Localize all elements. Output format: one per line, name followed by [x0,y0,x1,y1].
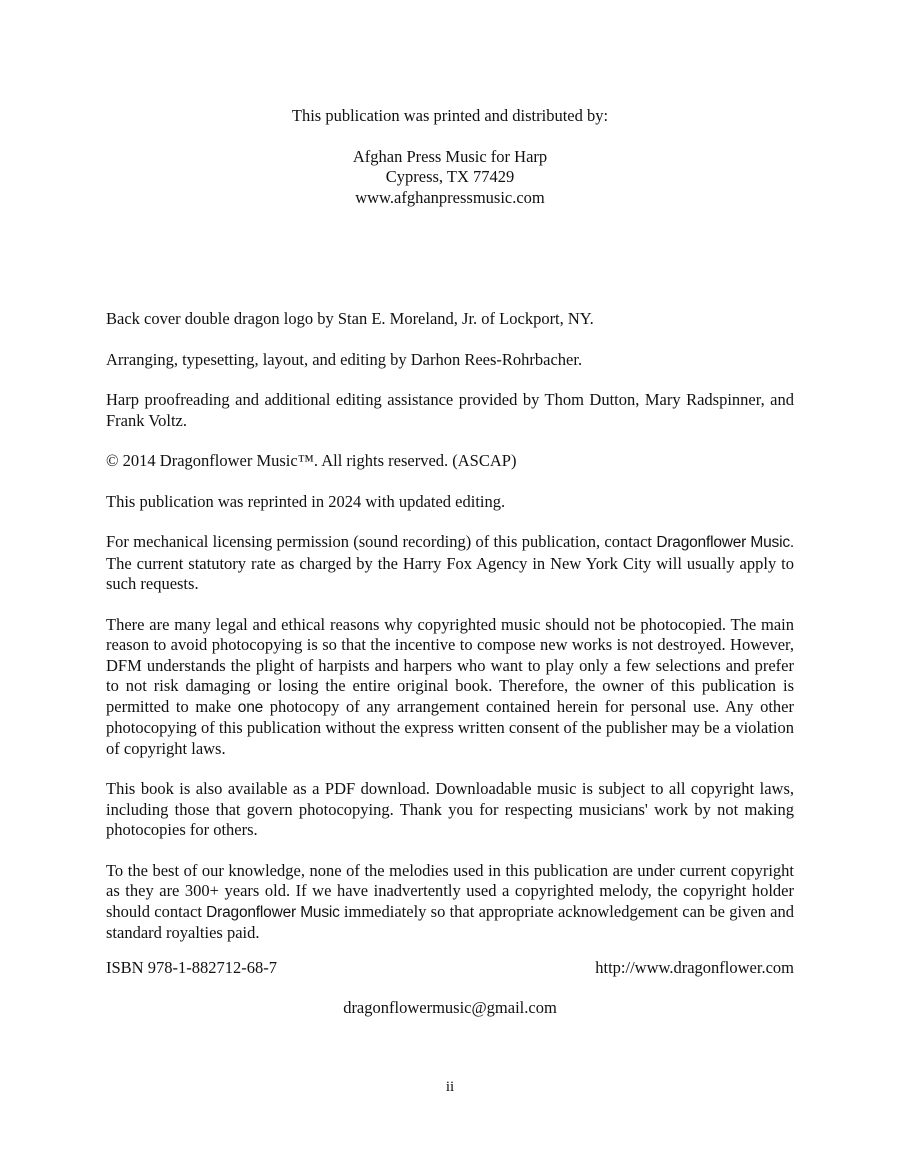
melodies-text-after: immediately so that appropriate acknowledgement can be given and standard royalties paid. [106,901,794,942]
website-link[interactable]: http://www.dragonflower.com [595,958,794,977]
publisher-url[interactable]: www.afghanpressmusic.com [355,187,545,207]
page-number: ii [445,1079,455,1095]
page-number-block [0,1077,900,1098]
photocopy-emphasis: one [237,698,264,716]
melodies-paragraph [106,861,794,944]
licensing-text-after: The current statutory rate as charged by the Harry Fox Agency in New York City will usually apply to such requests. [106,553,794,593]
printed-by-text: This publication was printed and distributed by: [291,106,609,125]
proofreading-credit: Harp proofreading and additional editing assistance provided by Thom Dutton, Mary Radspinner, and Frank Voltz. [106,390,794,430]
printer-block [0,106,900,208]
pdf-notice: This book is also available as a PDF download. Downloadable music is subject to all copyright laws, including those that govern photocopying. Thank you for respecting musicians' work by not making photocopies for others. [106,779,794,839]
isbn-web-row [106,958,794,979]
licensing-brand: Dragonflower Music. [656,534,794,551]
reprint-notice: This publication was reprinted in 2024 with updated editing. [106,491,506,511]
licensing-paragraph [106,532,794,595]
melodies-brand: Dragonflower Music [206,903,340,921]
photocopy-paragraph [106,615,794,760]
publisher-name: Afghan Press Music for Harp [352,146,548,166]
logo-credit: Back cover double dragon logo by Stan E. Moreland, Jr. of Lockport, NY. [106,309,594,328]
spacer [0,127,900,147]
credits-column [106,309,794,964]
copyright-notice: © 2014 Dragonflower Music™. All rights reserved. (ASCAP) [106,451,517,470]
melodies-text-before: To the best of our knowledge, none of the melodies used in this publication are under current copyright as they are 300+ years old. If we have inadvertently used a copyrighted melody, the copyright holder should contact [106,860,794,921]
email-link[interactable]: dragonflowermusic@gmail.com [343,998,557,1017]
isbn: ISBN 978-1-882712-68-7 [106,958,277,977]
publisher-city: Cypress, TX 77429 [385,167,515,186]
email-block [0,998,900,1019]
arranging-credit: Arranging, typesetting, layout, and editing by Darhon Rees-Rohrbacher. [106,349,583,369]
licensing-text-before: For mechanical licensing permission (sound recording) of this publication, contact [106,532,657,551]
photocopy-text-after: photocopy of any arrangement contained herein for personal use. Any other photocopying of this publication without the express written consent of the publisher may be a violation of copyright laws. [106,696,794,758]
photocopy-text-before: There are many legal and ethical reasons why copyrighted music should not be photocopied. The main reason to avoid photocopying is so that the incentive to compose new works is not destroyed. However, DFM understands the plight of harpists and harpers who want to play only a few selections and prefer to not risk damaging or losing the entire original book. Therefore, the owner of this publication is permitted to make [106,614,794,716]
